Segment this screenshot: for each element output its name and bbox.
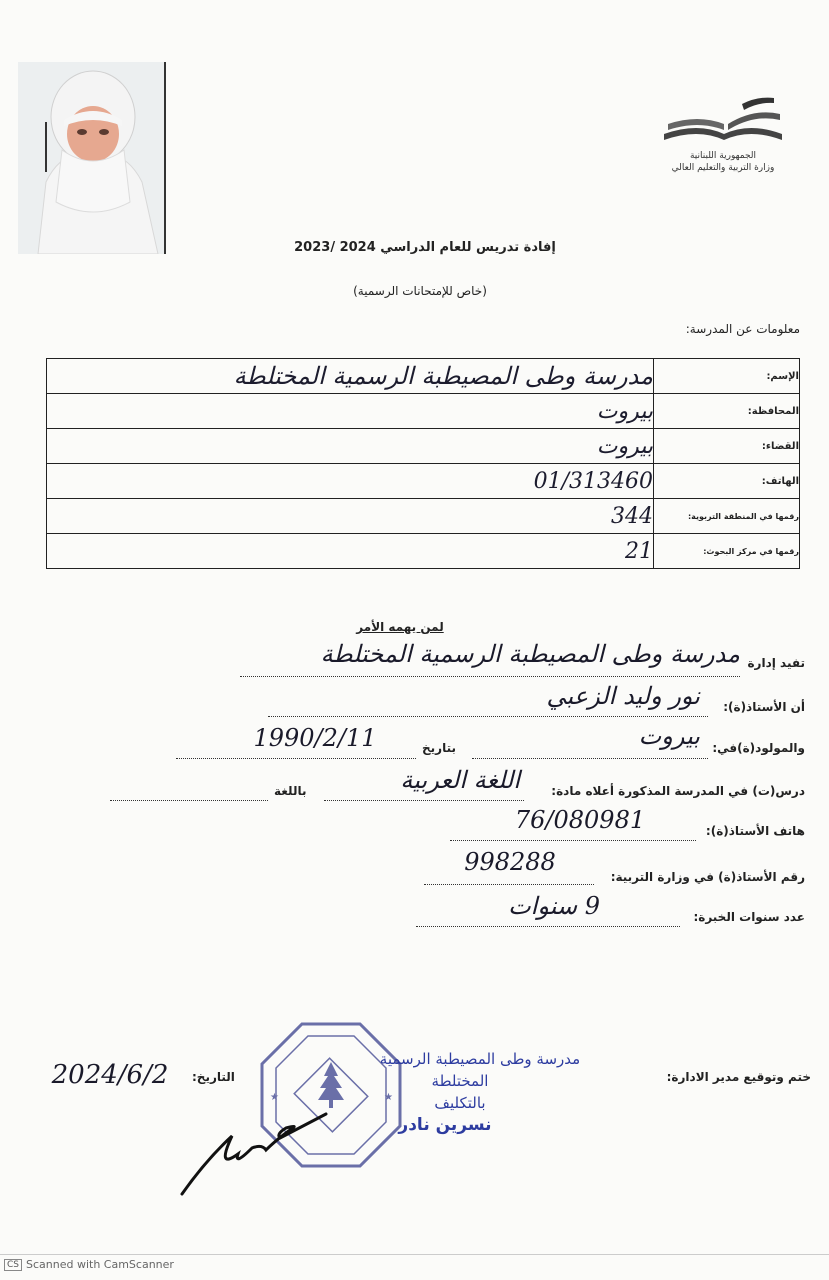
line4-label: درس(ت) في المدرسة المذكورة أعلاه مادة: [551,784,805,798]
line6-ministry-number-value: 998288 [464,848,556,876]
line3-place-value: بيروت [638,722,700,750]
region-number-label: رقمها في المنطقة التربوية: [654,499,800,534]
table-row [47,499,800,534]
table-row [47,359,800,394]
svg-text:★: ★ [384,1092,393,1103]
line4-subject-value: اللغة العربية [400,766,520,794]
line7-experience-value: 9 سنوات [508,892,600,920]
research-center-number-label: رقمها في مركز البحوث: [654,534,800,569]
line2-label: أن الأستاذ(ة): [723,700,805,714]
line1-handwritten-value: مدرسة وطى المصيطبة الرسمية المختلطة [320,640,740,668]
applicant-photo [18,62,166,254]
phone-value: 01/313460 [47,464,654,499]
stamp-assignment-label: بالتكليف [434,1094,486,1112]
line1-label: تفيد إدارة [747,656,805,670]
line3-date-label: بتاريخ [422,741,456,755]
footer-divider [0,1254,829,1255]
open-book-icon [658,94,788,150]
svg-text:★: ★ [270,1092,279,1103]
table-row [47,429,800,464]
school-stamp-text [360,1048,600,1136]
governorate-label: المحافظة: [654,394,800,429]
stamp-mixed-label: المختلطة [431,1072,489,1090]
date-label: التاريخ: [192,1070,235,1084]
table-row [47,394,800,429]
region-number-value: 344 [47,499,654,534]
line7-label: عدد سنوات الخبرة: [693,910,805,924]
school-info-label: معلومات عن المدرسة: [685,322,800,336]
table-row [47,534,800,569]
line6-dots [424,884,594,885]
line2-handwritten-value: نور وليد الزعبي [546,682,700,710]
line1-dots [240,676,740,677]
governorate-value: بيروت [47,394,654,429]
line3-date-value: 1990/2/11 [253,724,377,752]
signature-scribble-icon [176,1100,336,1200]
ministry-logo [658,94,788,150]
stamp-school-name: مدرسة وطى المصيطبة الرسمية [379,1050,581,1068]
school-name-value: مدرسة وطى المصيطبة الرسمية المختلطة [47,359,654,394]
applicant-portrait-image [18,62,164,254]
scanner-watermark [4,1258,174,1271]
line3-label: والمولود(ة)في: [712,741,805,755]
ministry-line-2: وزارة التربية والتعليم العالي [671,163,775,173]
school-info-table [46,358,800,569]
ministry-name [650,150,796,174]
district-label: القضاء: [654,429,800,464]
camscanner-text: Scanned with CamScanner [26,1258,174,1271]
camscanner-badge: CS [4,1259,22,1271]
stamp-director-name: نسرين نادر [398,1115,492,1135]
line4-language-dots [110,800,268,801]
date-handwritten-value: 2024/6/2 [51,1060,169,1090]
ministry-line-1: الجمهورية اللبنانية [689,151,757,161]
line5-phone-value: 76/080981 [514,806,646,834]
phone-label: الهاتف: [654,464,800,499]
line3-place-dots [472,758,708,759]
district-value: بيروت [47,429,654,464]
to-whom-heading: لمن يهمه الأمر [356,620,444,634]
line2-dots [268,716,708,717]
line4-subject-dots [324,800,524,801]
page-title: إفادة تدريس للعام الدراسي 2024 /2023 [294,240,556,255]
page-subtitle: (خاص للإمتحانات الرسمية) [353,284,487,298]
line5-dots [450,840,696,841]
line6-label: رقم الأستاذ(ة) في وزارة التربية: [610,870,805,884]
table-row [47,464,800,499]
director-signature [176,1100,336,1200]
school-name-label: الإسم: [654,359,800,394]
line5-label: هاتف الأستاذ(ة): [705,824,805,838]
line7-dots [416,926,680,927]
line4-language-label: باللغة [274,784,307,798]
line3-date-dots [176,758,416,759]
stamp-signature-label: ختم وتوقيع مدير الادارة: [666,1070,811,1084]
research-center-number-value: 21 [47,534,654,569]
